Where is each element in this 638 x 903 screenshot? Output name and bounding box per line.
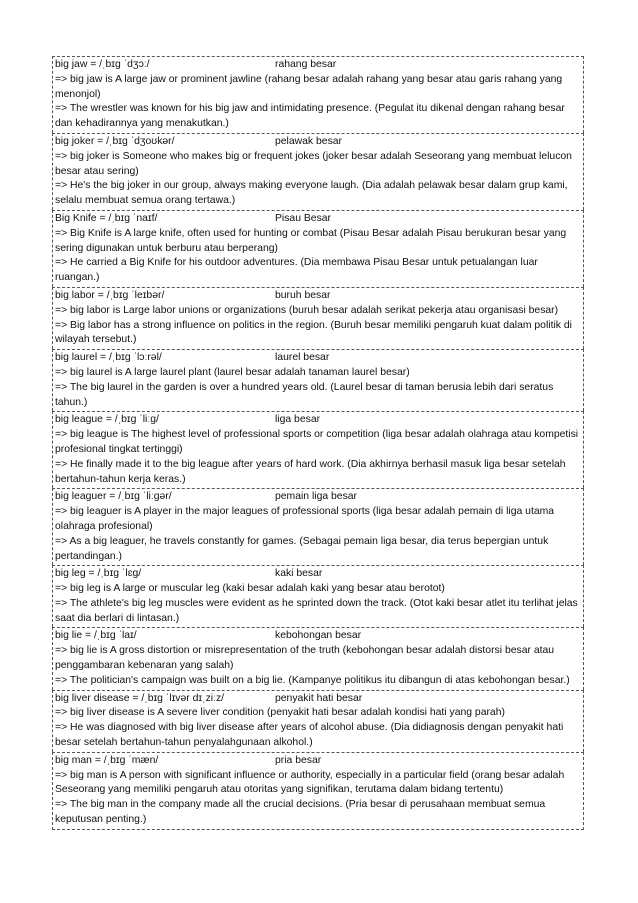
entry-term: big league = /ˌbɪɡ ˈliːɡ/: [55, 414, 159, 426]
entry-definition: => big liver disease is A severe liver condition (penyakit hati besar adalah kondisi hati yang parah): [55, 707, 505, 719]
entry-term: big joker = /ˌbɪɡ ˈdʒoʊkər/: [55, 135, 175, 147]
entry-term: Big Knife = /ˌbɪɡ ˈnaɪf/: [55, 212, 158, 224]
vocabulary-list: [52, 56, 584, 830]
vocabulary-entry: [52, 565, 584, 627]
entry-example: => Big labor has a strong influence on politics in the region. (Buruh besar memiliki pengaruh kuat dalam politik di wilayah tersebut.): [55, 319, 572, 346]
entry-example: => He finally made it to the big league after years of hard work. (Dia akhirnya berhasil masuk liga besar setelah bertahun-tahun kerja keras.): [55, 458, 566, 485]
entry-definition: => big joker is Someone who makes big or frequent jokes (joker besar adalah Seseorang yang membuat lelucon besar atau sering): [55, 150, 572, 177]
entry-header: [55, 135, 581, 150]
entry-header: [55, 629, 581, 644]
entry-example: => The politician's campaign was built on a big lie. (Kampanye politikus itu dibangun di atas kebohongan besar.): [55, 674, 570, 686]
entry-translation: kebohongan besar: [275, 630, 362, 642]
entry-definition: => big lie is A gross distortion or misrepresentation of the truth (kebohongan besar adalah distorsi besar atau penggambaran kebenaran yang salah): [55, 645, 555, 672]
entry-header: [55, 58, 581, 73]
entry-example: => The big laurel in the garden is over a hundred years old. (Laurel besar di taman berusia lebih dari seratus tahun.): [55, 381, 554, 408]
entry-definition: => big jaw is A large jaw or prominent jawline (rahang besar adalah rahang yang besar atau garis rahang yang menonjol): [55, 73, 563, 100]
entry-translation: pemain liga besar: [275, 491, 358, 503]
entry-header: [55, 289, 581, 304]
entry-example: => He's the big joker in our group, always making everyone laugh. (Dia adalah pelawak besar dalam grup kami, selalu membuat semua orang tertawa.): [55, 180, 568, 207]
entry-header: [55, 567, 581, 582]
entry-example: => As a big leaguer, he travels constantly for games. (Sebagai pemain liga besar, dia terus bepergian untuk pertandingan.): [55, 535, 549, 562]
vocabulary-entry: [52, 627, 584, 689]
entry-example: => The athlete's big leg muscles were evident as he sprinted down the track. (Otot kaki besar atlet itu terlihat jelas saat dia berlari di lintasan.): [55, 597, 578, 624]
entry-example: => He was diagnosed with big liver disease after years of alcohol abuse. (Dia didiagnosis dengan penyakit hati besar setelah bertahun-tahun penyalahgunaan alkohol.): [55, 722, 564, 749]
entry-definition: => big league is The highest level of professional sports or competition (liga besar adalah olahraga atau kompetisi profesional tingkat tertinggi): [55, 429, 579, 455]
vocabulary-entry: [52, 411, 584, 488]
entry-translation: Pisau Besar: [275, 212, 332, 224]
entry-translation: kaki besar: [275, 568, 323, 580]
entry-term: big liver disease = /ˌbɪɡ ˈlɪvər dɪˌziːz/: [55, 692, 225, 704]
entry-translation: pelawak besar: [275, 135, 343, 147]
vocabulary-entry: [52, 133, 584, 210]
entry-term: big labor = /ˌbɪɡ ˈleɪbər/: [55, 289, 165, 301]
entry-term: big man = /ˌbɪɡ ˈmæn/: [55, 754, 159, 766]
entry-header: [55, 754, 581, 769]
entry-translation: liga besar: [275, 414, 321, 426]
vocabulary-entry: [52, 752, 584, 830]
entry-definition: => big labor is Large labor unions or organizations (buruh besar adalah serikat pekerja atau organisasi besar): [55, 304, 559, 316]
entry-definition: => Big Knife is A large knife, often used for hunting or combat (Pisau Besar adalah Pisau berukuran besar yang sering digunakan untuk berburu atau berperang): [55, 227, 567, 254]
entry-definition: => big leaguer is A player in the major leagues of professional sports (liga besar adalah pemain di liga utama olahraga profesional): [55, 506, 555, 532]
entry-header: [55, 692, 581, 707]
entry-translation: buruh besar: [275, 289, 331, 301]
entry-term: big jaw = /ˌbɪɡ ˈdʒɔː/: [55, 59, 150, 70]
vocabulary-entry: [52, 349, 584, 411]
entry-translation: rahang besar: [275, 59, 337, 70]
entry-example: => The wrestler was known for his big jaw and intimidating presence. (Pegulat itu dikenal dengan rahang besar dan kehadirannya yang menakutkan.): [55, 103, 565, 130]
entry-translation: penyakit hati besar: [275, 692, 363, 704]
vocabulary-entry: [52, 210, 584, 287]
vocabulary-entry: [52, 56, 584, 133]
entry-definition: => big leg is A large or muscular leg (kaki besar adalah kaki yang besar atau berotot): [55, 583, 445, 595]
entry-term: big leaguer = /ˌbɪɡ ˈliːɡər/: [55, 491, 172, 503]
vocabulary-entry: [52, 488, 584, 565]
entry-translation: pria besar: [275, 754, 322, 766]
entry-translation: laurel besar: [275, 352, 330, 364]
entry-term: big leg = /ˌbɪɡ ˈlɛɡ/: [55, 568, 142, 580]
entry-example: => The big man in the company made all the crucial decisions. (Pria besar di perusahaan membuat semua keputusan penting.): [55, 799, 546, 826]
entry-term: big lie = /ˌbɪɡ ˈlaɪ/: [55, 630, 137, 642]
entry-header: [55, 490, 581, 505]
entry-term: big laurel = /ˌbɪɡ ˈlɔːrəl/: [55, 352, 162, 364]
vocabulary-entry: [52, 690, 584, 752]
entry-header: [55, 413, 581, 428]
entry-example: => He carried a Big Knife for his outdoor adventures. (Dia membawa Pisau Besar untuk petualangan luar ruangan.): [55, 257, 538, 284]
entry-header: [55, 351, 581, 366]
entry-definition: => big laurel is A large laurel plant (laurel besar adalah tanaman laurel besar): [55, 366, 410, 378]
vocabulary-entry: [52, 287, 584, 349]
entry-definition: => big man is A person with significant influence or authority, especially in a particular field (orang besar adalah Seseorang yang memiliki pengaruh atau otoritas yang signifikan, terutama dalam bidang tertentu): [55, 769, 565, 796]
entry-header: [55, 212, 581, 227]
